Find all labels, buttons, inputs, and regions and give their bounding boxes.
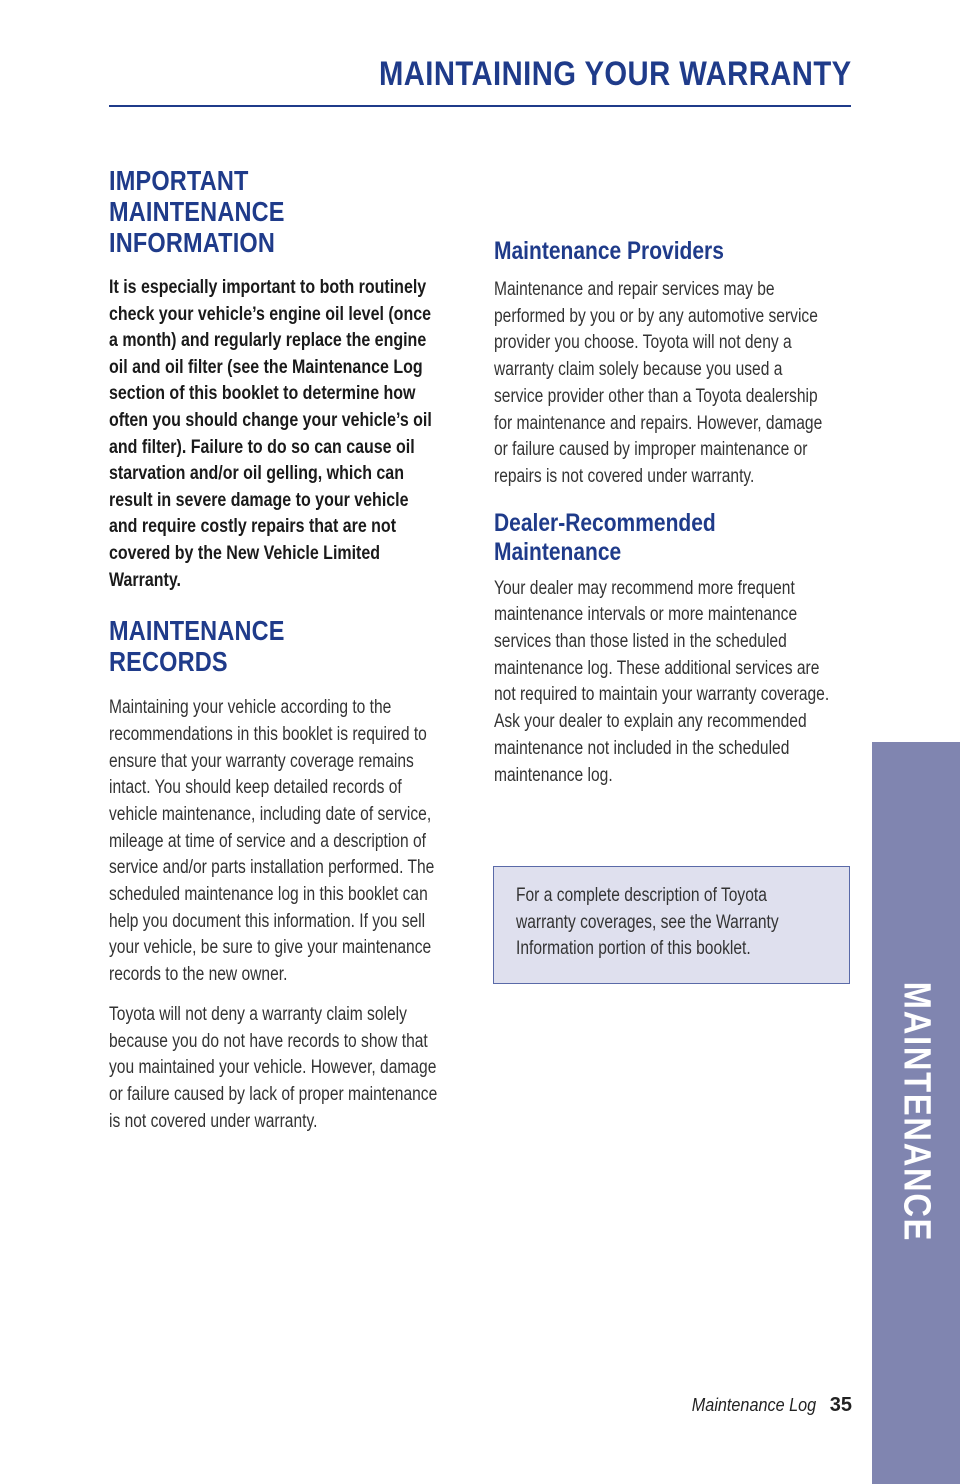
side-tab-label: MAINTENANCE	[895, 981, 938, 1243]
callout-text-wrap	[516, 883, 828, 963]
records-p2-wrap	[109, 1002, 438, 1136]
important-heading-line2: INFORMATION	[109, 227, 276, 258]
header-divider	[109, 105, 851, 107]
important-maintenance-heading	[109, 165, 449, 258]
dealer-recommended-heading	[494, 509, 854, 567]
maintenance-records-heading	[109, 615, 449, 677]
warranty-info-callout	[493, 866, 850, 984]
providers-text-wrap	[494, 277, 823, 491]
page-footer	[678, 1394, 852, 1417]
dealer-heading-line2: Maintenance	[494, 537, 622, 566]
left-column	[109, 165, 449, 1135]
important-text-wrap	[109, 274, 432, 593]
maintenance-records-paragraph-2: Toyota will not deny a warranty claim solely because you do not have records to show that you maintained your vehicle. However, damage or failure caused by lack of proper maintenance is not covered under warranty.	[109, 1003, 438, 1132]
footer-section-label: Maintenance Log	[691, 1395, 816, 1415]
page-number: 35	[829, 1394, 852, 1416]
important-maintenance-text: It is especially important to both routinely check your vehicle’s engine oil level (once a month) and regularly replace the engine oil and oil filter (see the Maintenance Log section of this booklet to determine how often you should change your vehicle’s oil and filter). Failure to do so can cause oil starvation and/or oil gelling, which can result in severe damage to your vehicle and require costly repairs that are not covered by the New Vehicle Limited Warranty.	[109, 276, 432, 591]
dealer-text-wrap	[494, 576, 830, 790]
page-title: MAINTAINING YOUR WARRANTY	[379, 55, 852, 93]
page-header	[0, 0, 960, 110]
maintenance-providers-text: Maintenance and repair services may be performed by you or by any automotive service provider you choose. Toyota will not deny a warranty claim solely because you used a service provider other than a Toyota dealership for maintenance and repairs. However, damage or failure caused by improper maintenance or repairs is not covered under warranty.	[494, 279, 823, 487]
dealer-recommended-text: Your dealer may recommend more frequent maintenance intervals or more maintenance services than those listed in the scheduled maintenance log. These additional services are not required to maintain your warranty coverage. Ask your dealer to explain any recommended maintenance not included in the scheduled maintenance log.	[494, 577, 830, 786]
callout-text: For a complete description of Toyota warranty coverages, see the Warranty Information portion of this booklet.	[516, 885, 779, 960]
maintenance-records-heading-text: MAINTENANCE RECORDS	[109, 615, 285, 678]
maintenance-providers-heading	[494, 237, 854, 266]
right-column	[494, 237, 854, 789]
dealer-heading-line1: Dealer-Recommended	[494, 508, 716, 537]
important-heading-line1: IMPORTANT MAINTENANCE	[109, 165, 285, 227]
maintenance-providers-heading-text: Maintenance Providers	[494, 237, 724, 265]
maintenance-records-paragraph-1: Maintaining your vehicle according to the recommendations in this booklet is required to ensure that your warranty coverage remains intact. You should keep detailed records of vehicle maintenance, including date of service, mileage at time of service and a description of service and/or parts installation performed. The scheduled maintenance log in this booklet can help you document this information. If you sell your vehicle, be sure to give your maintenance records to the new owner.	[109, 697, 435, 986]
records-p1-wrap	[109, 695, 435, 989]
